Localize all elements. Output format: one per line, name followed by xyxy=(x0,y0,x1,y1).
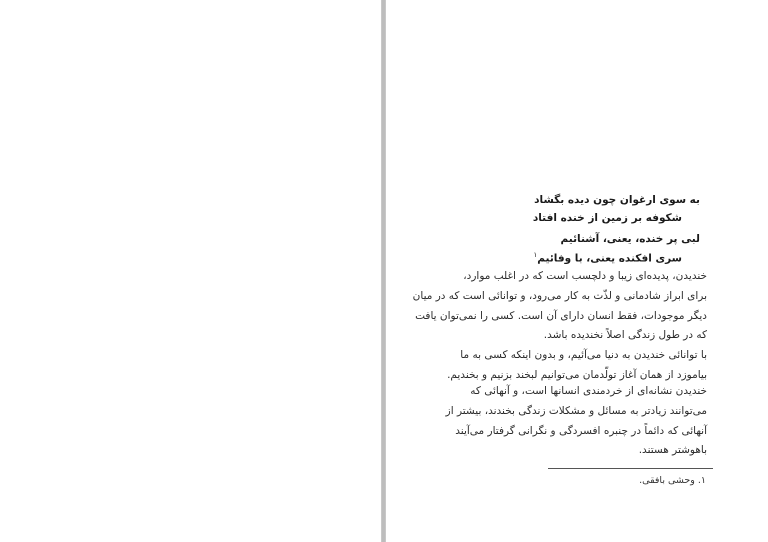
footnote: ۱. وحشی بافقی. xyxy=(639,475,706,486)
paragraph-line: خندیدن، پدیده‌ای زیبا و دلچسب است که در اغلب موارد، xyxy=(463,270,707,282)
poem-line-3: لبی پر خنده، یعنی، آشنائیم xyxy=(560,233,700,245)
poem-line-1: به سوی ارغوان چون دیده بگشاد xyxy=(534,194,700,206)
paragraph-1 xyxy=(412,267,707,346)
paragraph-line: آنهائی که دائماً در چنبره افسردگی و نگرانی گرفتار می‌آیند xyxy=(455,424,707,437)
footnote-marker: ۱ xyxy=(533,251,538,259)
footnote-divider xyxy=(548,468,713,469)
paragraph-line: بیاموزد از همان آغاز تولّدمان می‌توانیم لبخند بزنیم و بخندیم. xyxy=(447,368,707,381)
paragraph-line: با توانائی خندیدن به دنیا می‌آئیم، و بدون اینکه کسی به ما xyxy=(460,349,707,361)
poem-line-4 xyxy=(402,251,682,265)
poem-line-2: شکوفه بر زمین از خنده افتاد xyxy=(532,212,682,224)
left-page xyxy=(0,0,382,542)
paragraph-3 xyxy=(445,382,707,461)
paragraph-line: خندیدن نشانه‌ای از خردمندی انسانها است، و آنهائی که xyxy=(470,385,707,397)
paragraph-2 xyxy=(447,346,707,386)
paragraph-line: که در طول زندگی اصلاً نخندیده باشد. xyxy=(543,329,707,342)
paragraph-line: می‌توانند زیادتر به مسائل و مشکلات زندگی بخندند، بیشتر از xyxy=(445,404,707,417)
poem-line-4-text: سری افکنده یعنی، با وفائیم xyxy=(537,252,682,265)
paragraph-line: دیگر موجودات، فقط انسان دارای آن است. کسی را نمی‌توان یافت xyxy=(415,309,707,322)
paragraph-line: برای ابراز شادمانی و لذّت به کار می‌رود، و توانائی است که در میان xyxy=(412,289,707,302)
paragraph-line: باهوشتر هستند. xyxy=(638,444,707,457)
